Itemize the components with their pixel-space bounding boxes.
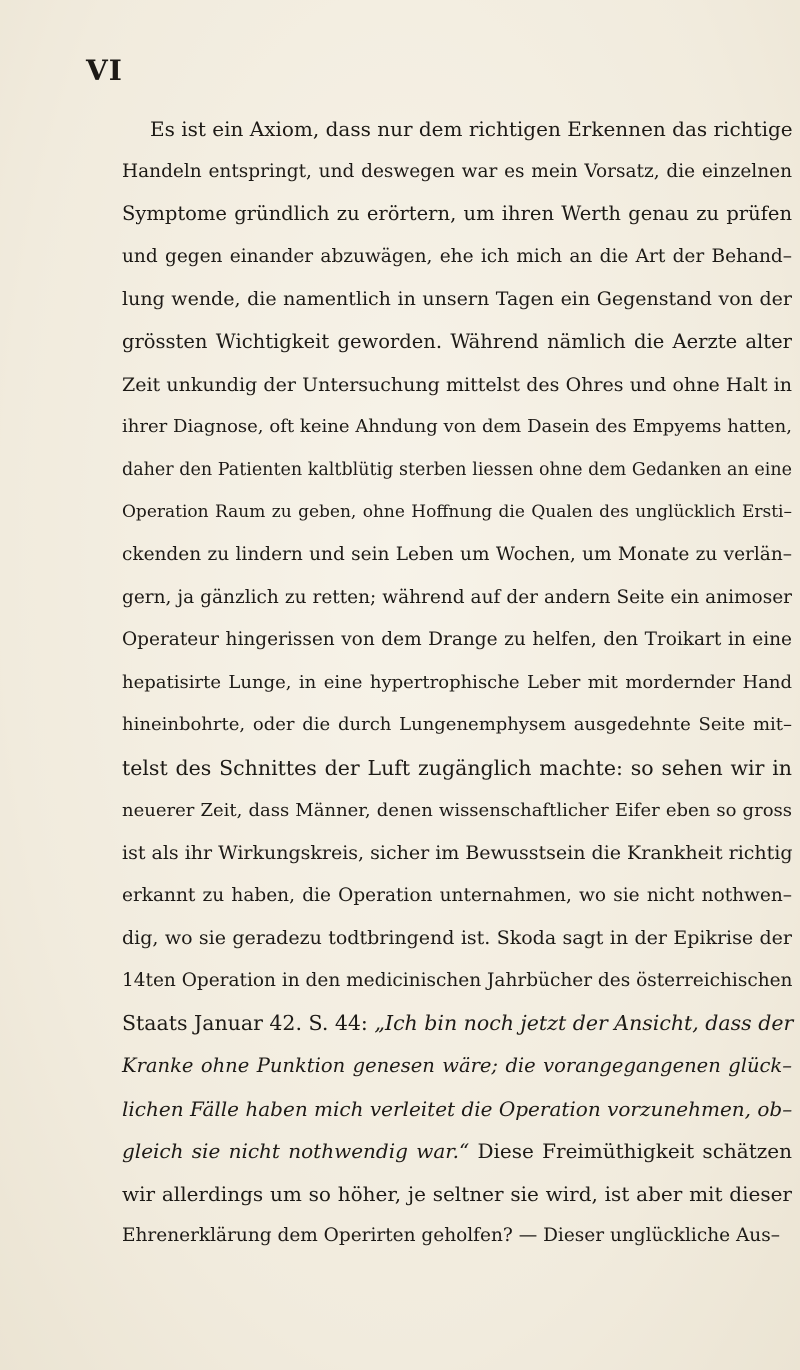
page-number: VI	[86, 54, 123, 87]
text-line	[122, 1088, 792, 1131]
text-line: 14ten Operation in den medicinischen Jahrbücher des österreichischen	[122, 969, 793, 991]
text-line: dig, wo sie geradezu todtbringend ist. Skoda sagt in der Epikrise der	[122, 927, 792, 950]
text-line: ihrer Diagnose, oft keine Ahndung von dem Dasein des Empyems hatten,	[122, 416, 792, 438]
text-line: telst des Schnittes der Luft zugänglich machte: so sehen wir in	[122, 755, 792, 780]
text-line: Operation Raum zu geben, ohne Hoffnung die Qualen des unglücklich Ersti–	[122, 502, 792, 523]
text-line: ist als ihr Wirkungskreis, sicher im Bewusstsein die Krankheit richtig	[122, 842, 793, 865]
text-line: grössten Wichtigkeit geworden. Während nämlich die Aerzte alter	[122, 329, 792, 353]
text-line	[122, 1045, 792, 1088]
text-line: gern, ja gänzlich zu retten; während auf der andern Seite ein animoser	[122, 586, 792, 608]
text-line: Ehrenerklärung dem Operirten geholfen? — Dieser unglückliche Aus–	[122, 1225, 780, 1247]
text-line: gleich sie nicht nothwendig war.“ Diese Freimüthigkeit schätzen	[122, 1139, 792, 1164]
text-line: Zeit unkundig der Untersuchung mittelst des Ohres und ohne Halt in	[122, 373, 792, 396]
text-line: und gegen einander abzuwägen, ehe ich mich an die Art der Behand–	[122, 245, 792, 267]
text-line: ckenden zu lindern und sein Leben um Wochen, um Monate zu verlän–	[122, 543, 792, 565]
body-text	[122, 108, 792, 1258]
quotation-italic: lichen Fälle haben mich verleitet die Operation vorzunehmen, ob–	[122, 1096, 793, 1121]
text-line: hepatisirte Lunge, in eine hypertrophische Leber mit mordernder Hand	[122, 671, 792, 693]
text-line: lung wende, die namentlich in unsern Tagen ein Gegenstand von der	[122, 288, 792, 311]
text-line: wir allerdings um so höher, je seltner sie wird, ist aber mit dieser	[122, 1181, 792, 1206]
text-line: Symptome gründlich zu erörtern, um ihren Werth genau zu prüfen	[122, 202, 792, 226]
text-line: daher den Patienten kaltblütig sterben liessen ohne dem Gedanken an eine	[122, 459, 792, 480]
text-line: Handeln entspringt, und deswegen war es mein Vorsatz, die einzelnen	[122, 160, 792, 182]
text-line: Staats Januar 42. S. 44: „Ich bin noch jetzt der Ansicht, dass der	[122, 1011, 794, 1036]
text-line: neuerer Zeit, dass Männer, denen wissenschaftlicher Eifer eben so gross	[122, 799, 792, 821]
quotation-italic: gleich sie nicht nothwendig war.“	[122, 1139, 470, 1164]
quotation-italic: Kranke ohne Punktion genesen wäre; die vorangegangenen glück–	[122, 1054, 792, 1078]
text-line: erkannt zu haben, die Operation unternahmen, wo sie nicht nothwen–	[122, 884, 792, 906]
quotation-italic: „Ich bin noch jetzt der Ansicht, dass der	[374, 1011, 794, 1036]
text-line: Operateur hingerissen von dem Drange zu helfen, den Troikart in eine	[122, 629, 792, 651]
text-line: Es ist ein Axiom, dass nur dem richtigen Erkennen das richtige	[150, 117, 793, 141]
text-line: hineinbohrte, oder die durch Lungenemphysem ausgedehnte Seite mit–	[122, 714, 792, 736]
